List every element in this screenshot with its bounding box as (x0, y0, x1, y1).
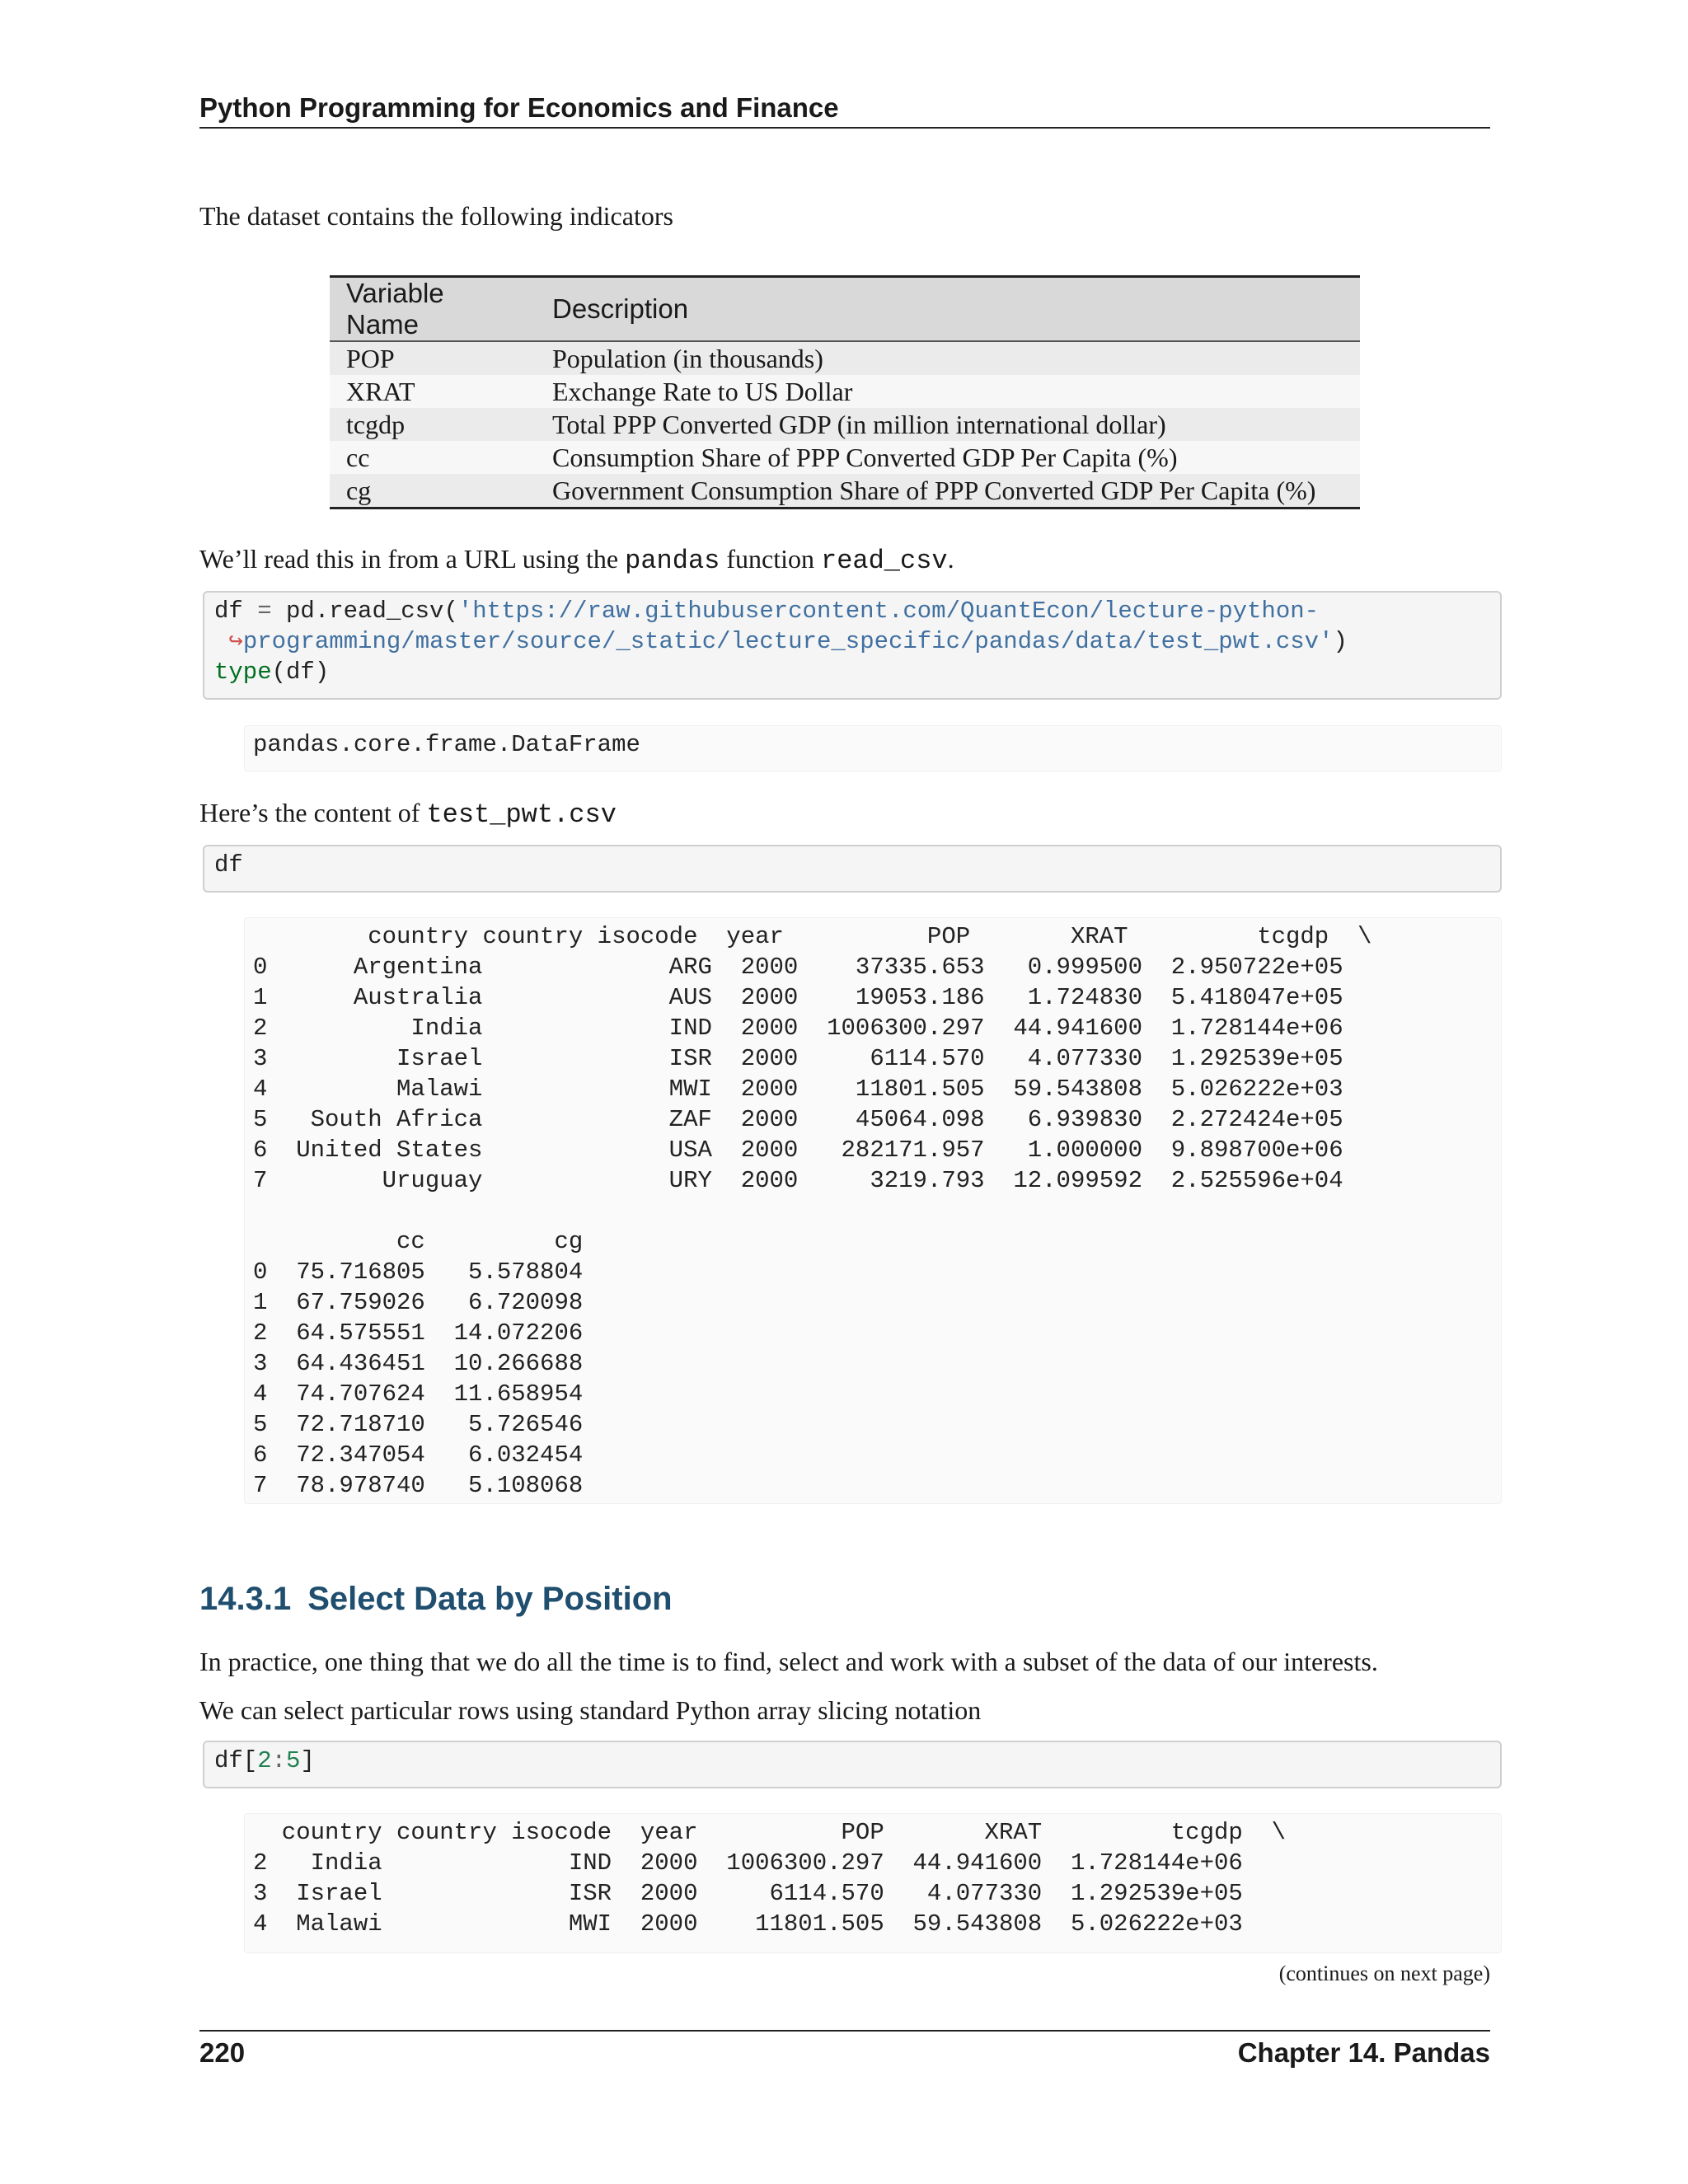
page-number: 220 (199, 2037, 246, 2068)
output-line: 6 United States USA 2000 282171.957 1.000000 9.898700e+06 (253, 1137, 1343, 1164)
code-token-args: (df) (271, 658, 330, 686)
variable-name-cell: tcgdp (330, 408, 536, 441)
read-para-prefix: We’ll read this in from a URL using the (199, 544, 626, 574)
code-output-slice (244, 1813, 1502, 1953)
code-token-paren: ) (1333, 628, 1348, 655)
output-line: 2 India IND 2000 1006300.297 44.941600 1.728144e+06 (253, 1849, 1243, 1877)
code-token-number: 5 (286, 1747, 301, 1774)
code-token-quote: ' (457, 598, 473, 625)
output-line: 5 South Africa ZAF 2000 45064.098 6.939830 2.272424e+05 (253, 1106, 1343, 1133)
code-cell-read-csv[interactable] (203, 591, 1502, 700)
code-token-var: df (214, 598, 243, 625)
variable-name-cell: cc (330, 441, 536, 474)
code-output-dataframe (244, 917, 1502, 1504)
continues-note: (continues on next page) (1278, 1961, 1490, 1985)
variable-name-cell: XRAT (330, 375, 536, 408)
output-line: 1 67.759026 6.720098 (253, 1289, 584, 1316)
variable-name-cell: cg (330, 474, 536, 509)
code-output-type: pandas.core.frame.DataFrame (244, 725, 1502, 771)
output-line: 1 Australia AUS 2000 19053.186 1.724830 5.418047e+05 (253, 984, 1343, 1011)
description-cell: Total PPP Converted GDP (in million international dollar) (536, 408, 1360, 441)
content-paragraph (199, 796, 1490, 832)
variable-name-cell: POP (330, 341, 536, 375)
intro-paragraph: The dataset contains the following indicators (199, 201, 673, 231)
code-token-quote: ' (1319, 628, 1334, 655)
output-line: 3 Israel ISR 2000 6114.570 4.077330 1.292539e+05 (253, 1045, 1343, 1072)
read-para-middle: function (720, 544, 821, 574)
table-row (330, 441, 1360, 474)
read-csv-paragraph (199, 542, 1490, 578)
output-line: 3 64.436451 10.266688 (253, 1350, 584, 1377)
inline-code-pandas: pandas (625, 546, 720, 576)
footer-divider (199, 2030, 1490, 2032)
output-line: 4 Malawi MWI 2000 11801.505 59.543808 5.026222e+03 (253, 1076, 1343, 1103)
inline-code-filename: test_pwt.csv (426, 799, 617, 830)
content-para-prefix: Here’s the content of (199, 798, 427, 827)
description-cell: Consumption Share of PPP Converted GDP Per Capita (%) (536, 441, 1360, 474)
code-token-prefix: df[ (214, 1747, 258, 1774)
description-cell: Exchange Rate to US Dollar (536, 375, 1360, 408)
section-number: 14.3.1 (199, 1581, 292, 1617)
output-line: 7 78.978740 5.108068 (253, 1472, 584, 1499)
read-para-suffix: . (947, 544, 954, 574)
description-cell: Government Consumption Share of PPP Converted GDP Per Capita (%) (536, 474, 1360, 509)
output-line: 4 Malawi MWI 2000 11801.505 59.543808 5.026222e+03 (253, 1910, 1243, 1938)
output-line: 6 72.347054 6.032454 (253, 1441, 584, 1469)
indicators-table (330, 275, 1360, 509)
code-token-number: 2 (257, 1747, 272, 1774)
output-line: country country isocode year POP XRAT tcgdp \ (253, 1819, 1287, 1846)
output-line: 0 75.716805 5.578804 (253, 1258, 584, 1286)
column-header-variable-name: Variable Name (330, 277, 536, 342)
code-token-builtin: type (214, 658, 272, 686)
code-token-url-part1: https://raw.githubusercontent.com/QuantEcon/lecture-python- (472, 598, 1320, 625)
code-cell-df[interactable]: df (203, 845, 1502, 893)
description-cell: Population (in thousands) (536, 341, 1360, 375)
table-row (330, 474, 1360, 509)
output-line: 3 Israel ISR 2000 6114.570 4.077330 1.292539e+05 (253, 1880, 1243, 1907)
line-continuation-icon: ↪ (228, 628, 243, 655)
code-token-assign: = (242, 598, 287, 625)
output-line: country country isocode year POP XRAT tcgdp \ (253, 923, 1372, 950)
code-token-url-part2: programming/master/source/_static/lecture_specific/pandas/data/test_pwt.csv (242, 628, 1320, 655)
section-heading (199, 1581, 673, 1618)
output-line: 4 74.707624 11.658954 (253, 1380, 584, 1408)
code-token-suffix: ] (300, 1747, 315, 1774)
section-title: Select Data by Position (307, 1581, 673, 1617)
output-line: 2 India IND 2000 1006300.297 44.941600 1.728144e+06 (253, 1015, 1343, 1042)
code-cell-slice[interactable] (203, 1741, 1502, 1788)
slicing-paragraph: We can select particular rows using standard Python array slicing notation (199, 1695, 982, 1725)
indicators-table-header-row (330, 277, 1360, 342)
table-row (330, 375, 1360, 408)
output-line: 0 Argentina ARG 2000 37335.653 0.999500 2.950722e+05 (253, 954, 1343, 981)
output-line: 2 64.575551 14.072206 (253, 1319, 584, 1347)
code-token-call: pd.read_csv( (286, 598, 458, 625)
output-line: 5 72.718710 5.726546 (253, 1411, 584, 1438)
inline-code-read-csv: read_csv (820, 546, 948, 576)
chapter-title: Chapter 14. Pandas (1237, 2037, 1490, 2068)
running-header: Python Programming for Economics and Finance (199, 92, 1490, 129)
table-row (330, 341, 1360, 375)
output-line: cc cg (253, 1228, 584, 1255)
output-line: 7 Uruguay URY 2000 3219.793 12.099592 2.525596e+04 (253, 1167, 1343, 1194)
column-header-description: Description (536, 277, 1360, 342)
code-token-colon: : (271, 1747, 287, 1774)
table-row (330, 408, 1360, 441)
practice-paragraph: In practice, one thing that we do all the time is to find, select and work with a subset of the data of our interests. (199, 1647, 1378, 1676)
